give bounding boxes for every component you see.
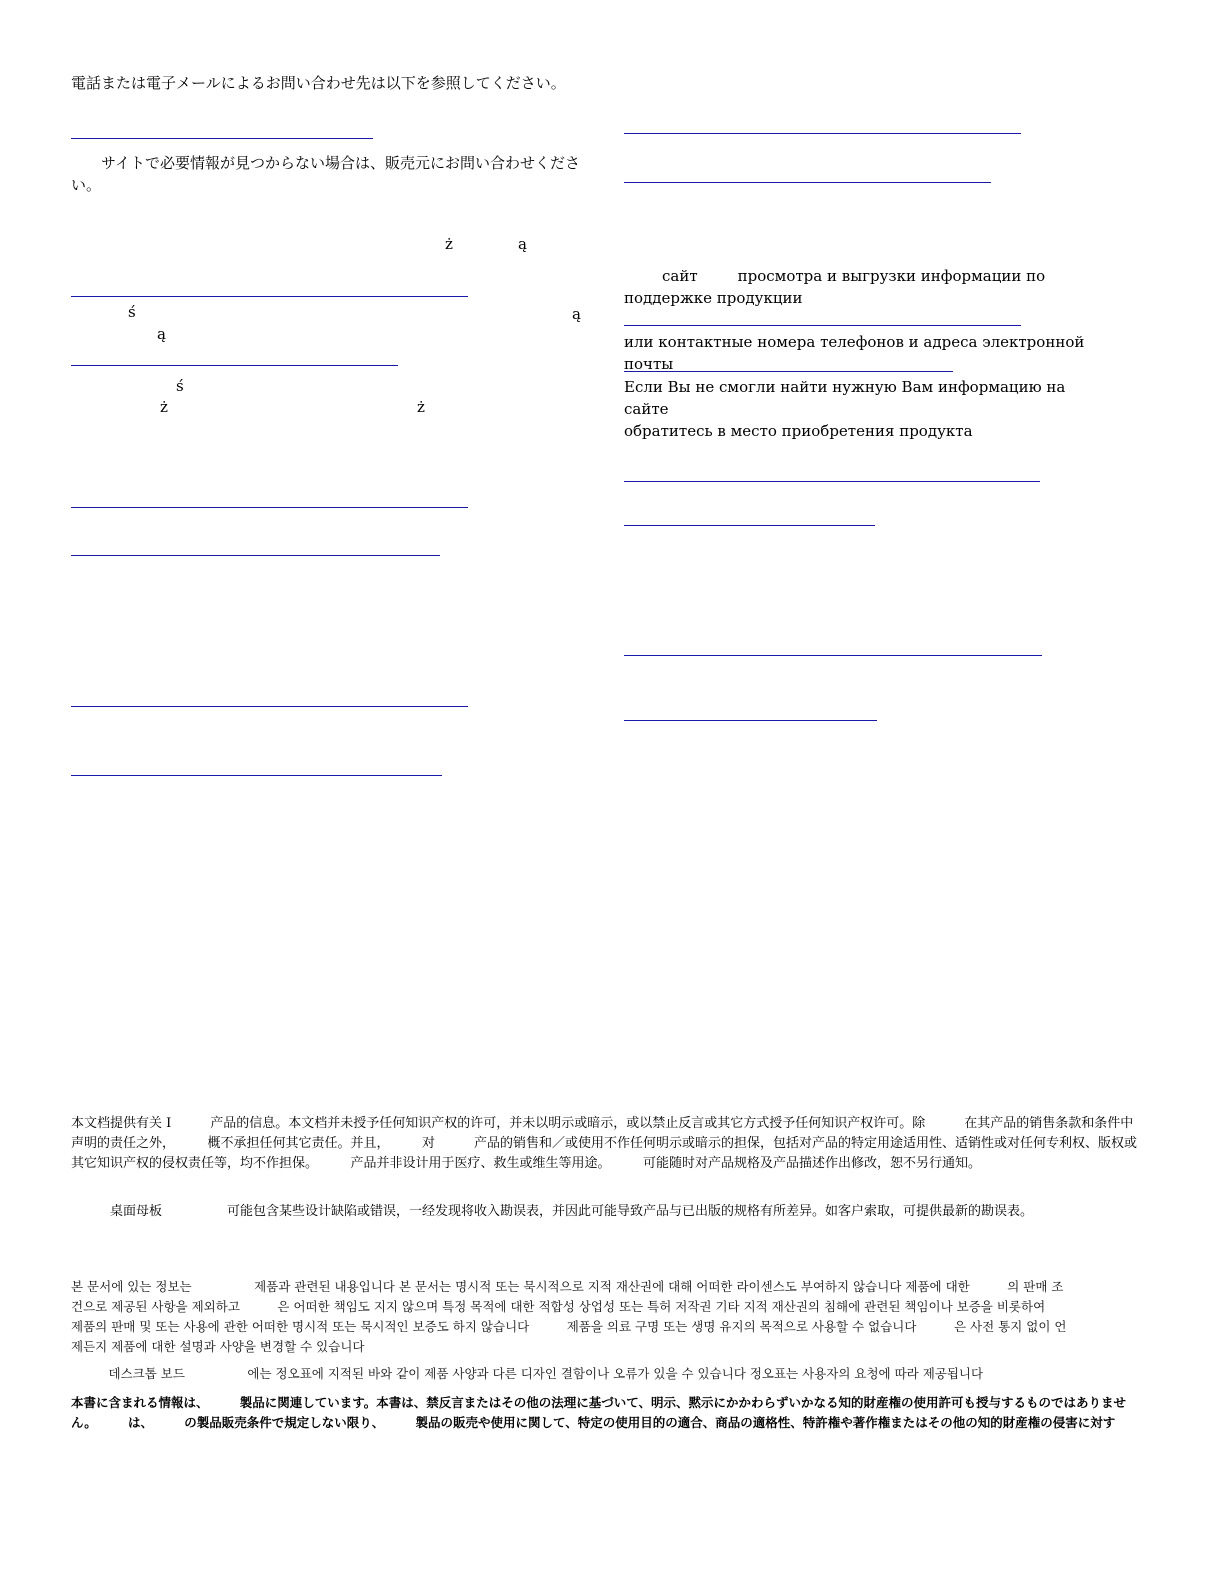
ru-contacts-text: или контактные номера телефонов и адреса электронной почты xyxy=(624,333,1085,373)
ru-support-link[interactable] xyxy=(624,325,1021,326)
pl-fragment: ą xyxy=(572,305,581,323)
pl-fragment: ą xyxy=(518,235,527,253)
ru-not-found-text xyxy=(624,376,1136,442)
pl-fragment: ż xyxy=(417,398,425,416)
link-line[interactable] xyxy=(71,775,442,776)
legal-zh-errata: 桌面母板 可能包含某些设计缺陷或错误，一经发现将收入勘误表，并因此可能导致产品与已出版的规格有所差异。如客户索取，可提供最新的勘误表。 xyxy=(71,1204,1034,1219)
ja-contact-note: 電話または電子メールによるお問い合わせ先は以下を参照してください。 xyxy=(71,74,566,92)
ru-not-found-a: Если Вы не смогли найти нужную Вам информацию на xyxy=(624,378,1066,396)
link-line[interactable] xyxy=(624,525,875,526)
ru-support-text xyxy=(624,265,1134,309)
link-line[interactable] xyxy=(624,481,1040,482)
pl-fragment: ą xyxy=(157,325,166,343)
pl-support-link[interactable] xyxy=(71,296,468,297)
legal-ja-disclaimer: 本書に含まれる情報は、 製品に関連しています。本書は、禁反言またはその他の法理に基づいて、明示、黙示にかかわらずいかなる知的財産権の使用許可も授与するものではありません。 は、 の製品販売条件で規定しない限り、 製品の販売や使用に関して、特定の使用目的の適合、商品の適格性、特許権や著作権またはその他の知的財産権の侵害に対す xyxy=(71,1395,1127,1430)
pl-fragment: ś xyxy=(128,303,136,321)
ru-not-found-b: обратитесь в место приобретения продукта xyxy=(624,422,973,440)
ru-not-found-site: сайте xyxy=(624,400,669,418)
link-line[interactable] xyxy=(624,182,991,183)
pl-fragment: ż xyxy=(160,398,168,416)
legal-ko-errata: 데스크톱 보드 에는 정오표에 지적된 바와 같이 제품 사양과 다른 디자인 결함이나 오류가 있을 수 있습니다 정오표는 사용자의 요청에 따라 제공됩니다 xyxy=(71,1366,984,1381)
pl-fragment: ś xyxy=(176,377,184,395)
link-line[interactable] xyxy=(624,720,877,721)
link-line[interactable] xyxy=(71,555,440,556)
pl-fragment: ż xyxy=(445,235,453,253)
ja-contact-link[interactable] xyxy=(71,138,373,139)
legal-zh-disclaimer: 本文档提供有关 I 产品的信息。本文档并未授予任何知识产权的许可，并未以明示或暗示，或以禁止反言或其它方式授予任何知识产权许可。除 在其产品的销售条款和条件中声明的责任之外， 概不承担任何其它责任。并且， 对 产品的销售和／或使用不作任何明示或暗示的担保，包括对产品的特定用途适用性、适销性或对任何专利权、版权或其它知识产权的侵权责任等，均不作担保。 产品并非设计用于医疗、救生或维生等用途。 可能随时对产品规格及产品描述作出修改，恕不另行通知。 xyxy=(71,1116,1138,1171)
ru-site-word: сайт xyxy=(662,267,698,285)
link-line[interactable] xyxy=(71,706,468,707)
link-line[interactable] xyxy=(624,133,1021,134)
pl-contact-link[interactable] xyxy=(71,365,398,366)
ja-vendor-note: サイトで必要情報が見つからない場合は、販売元にお問い合わせください。 xyxy=(71,154,580,194)
link-line[interactable] xyxy=(71,507,468,508)
link-line[interactable] xyxy=(624,655,1042,656)
ru-support-desc: просмотра и выгрузки информации по поддержке продукции xyxy=(624,267,1046,307)
ru-contacts-link[interactable] xyxy=(624,371,953,372)
legal-ko-disclaimer: 본 문서에 있는 정보는 제품과 관련된 내용입니다 본 문서는 명시적 또는 묵시적으로 지적 재산권에 대해 어떠한 라이센스도 부여하지 않습니다 제품에 대한 의 판매 조건으로 제공된 사항을 제외하고 은 어떠한 책임도 지지 않으며 특정 목적에 대한 적합성 상업성 또는 특허 저작권 기타 지적 재산권의 침해에 관련된 책임이나 보증을 비롯하여 제품의 판매 및 또는 사용에 관한 어떠한 명시적 또는 묵시적인 보증도 하지 않습니다 제품을 의료 구명 또는 생명 유지의 목적으로 사용할 수 없습니다 은 사전 통지 없이 언제든지 제품에 대한 설명과 사양을 변경할 수 있습니다 xyxy=(71,1279,1083,1354)
